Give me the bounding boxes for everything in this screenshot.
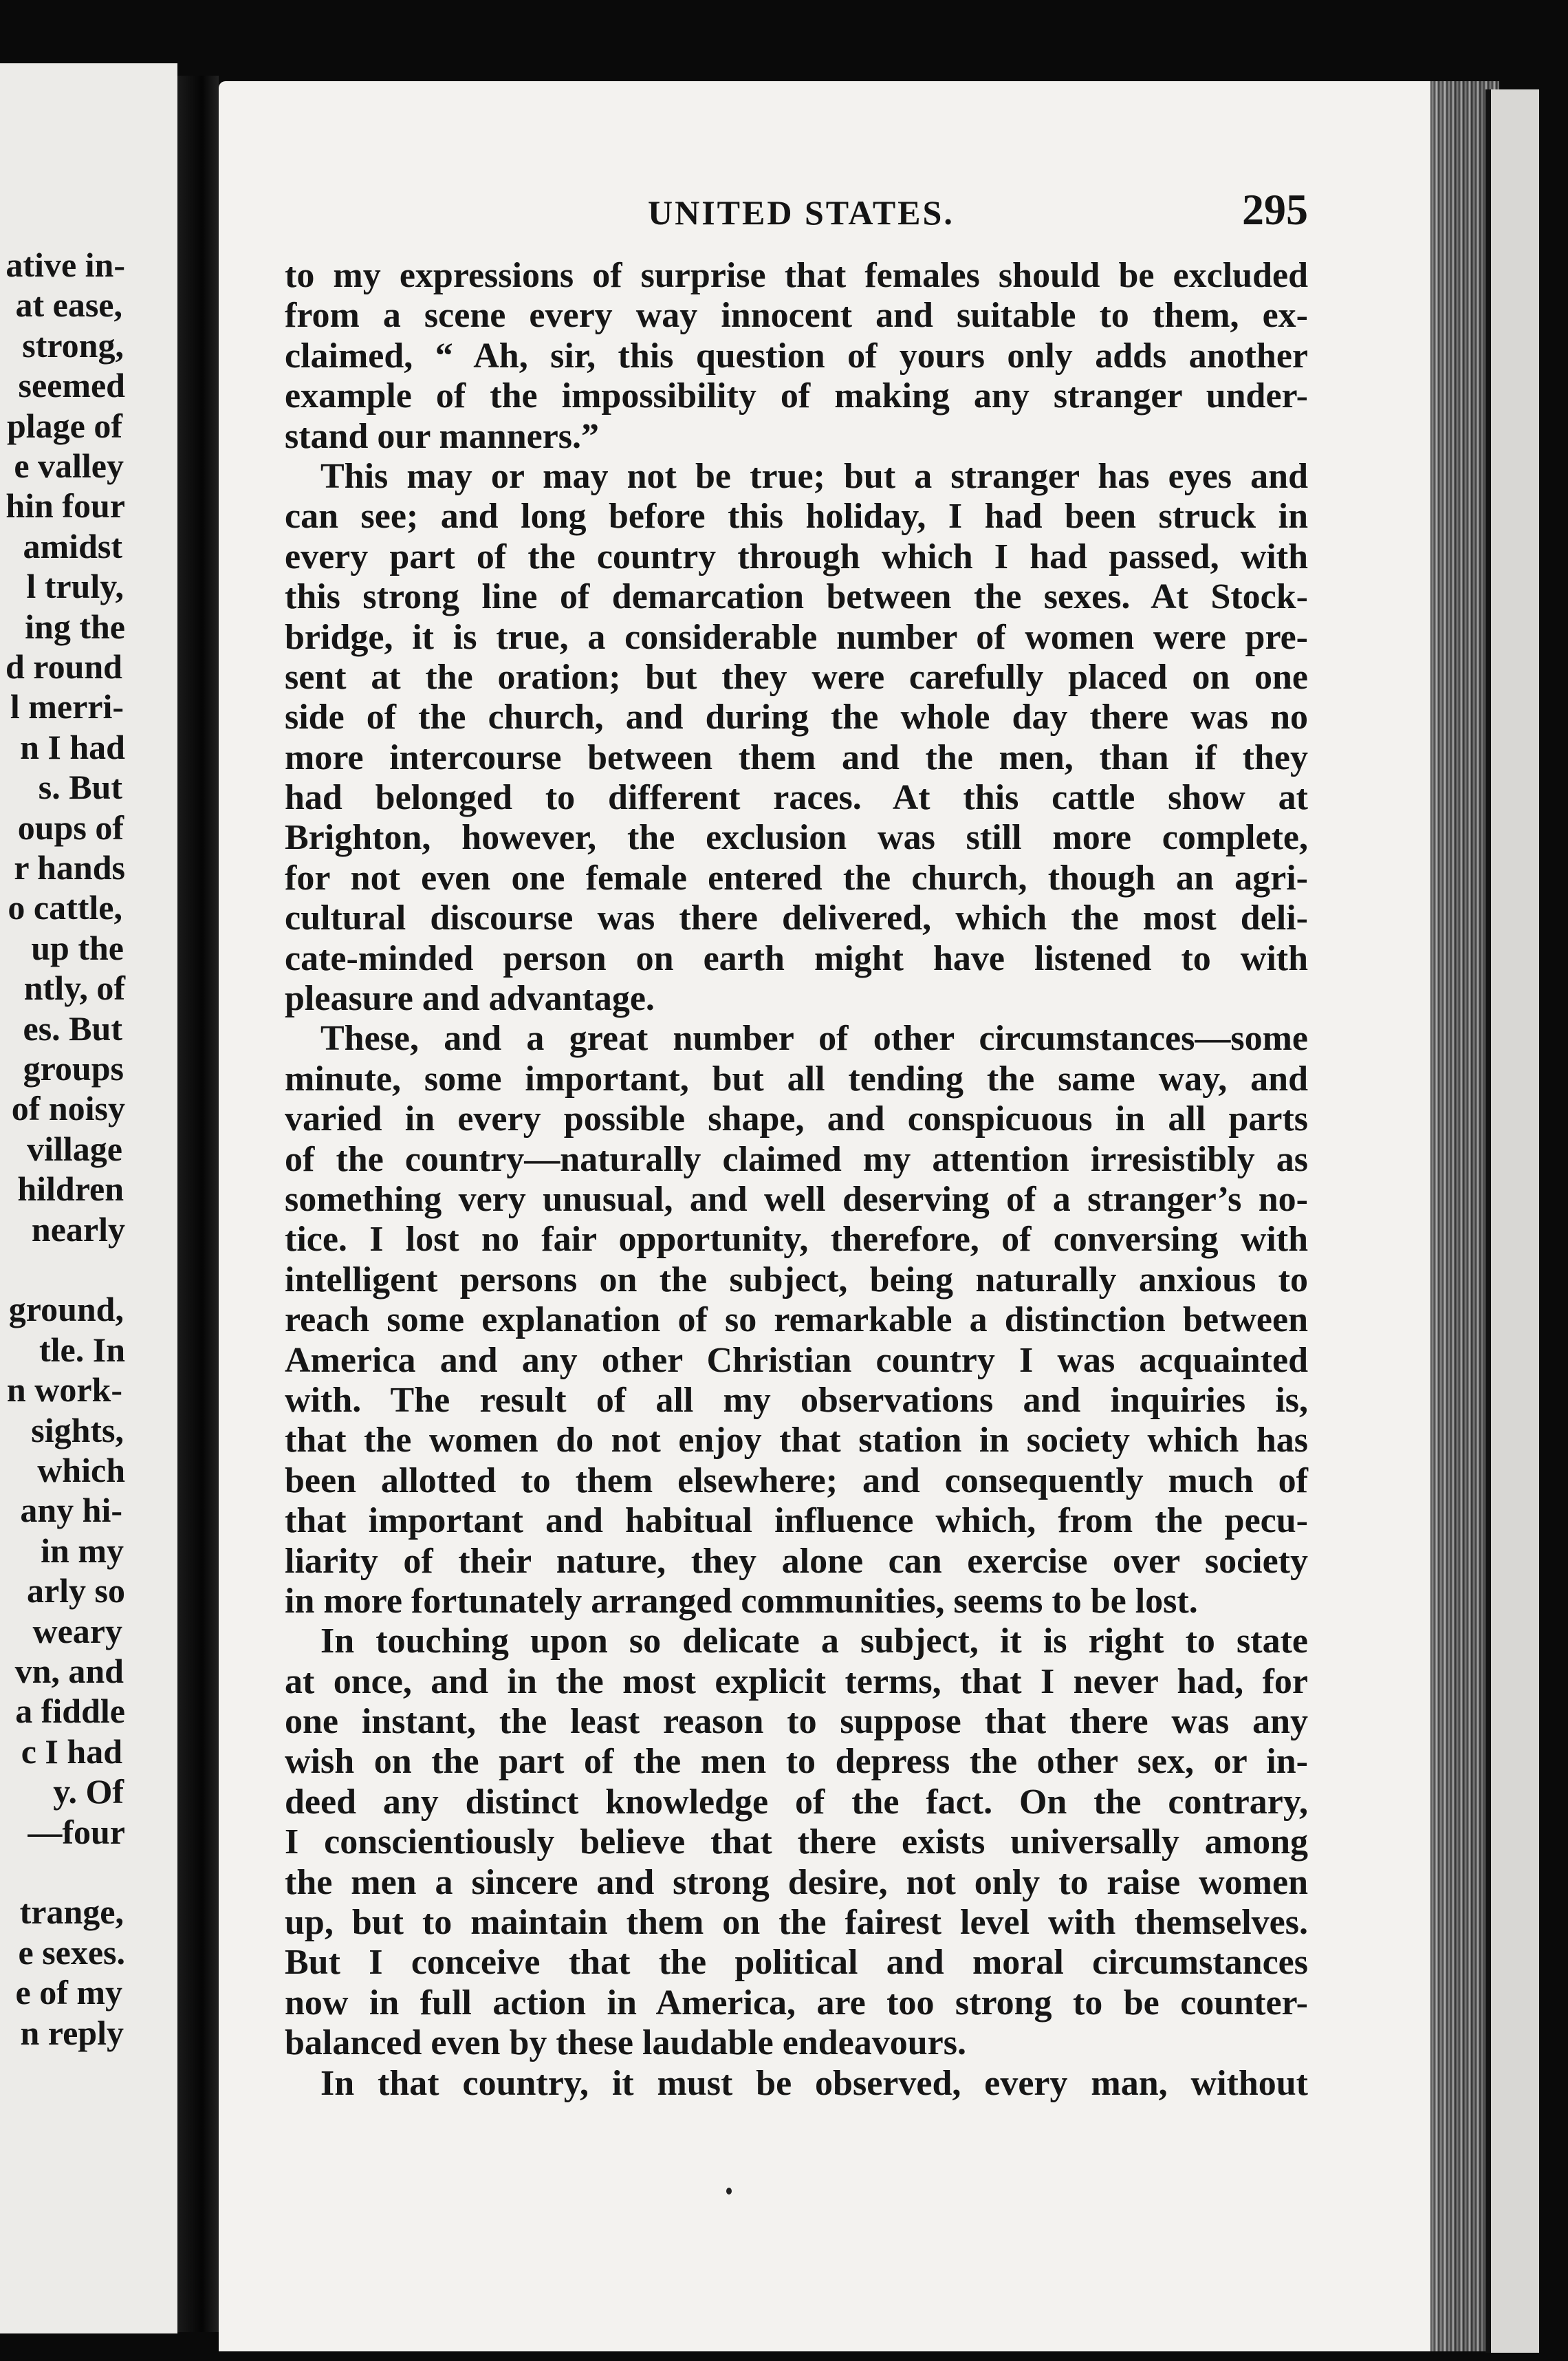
text-line: had belonged to different races. At this cattle show at: [285, 778, 1308, 818]
text-line: tice. I lost no fair opportunity, therefore, of conversing with: [285, 1220, 1308, 1260]
facing-page-line: ground,: [8, 1290, 124, 1329]
facing-page-line: n work-: [6, 1370, 122, 1410]
text-line: In touching upon so delicate a subject, it is right to state: [320, 1621, 1308, 1661]
text-line: that important and habitual influence which, from the pecu-: [285, 1501, 1308, 1541]
facing-page-line: weary: [32, 1611, 122, 1650]
text-line: reach some explanation of so remarkable a distinction between: [285, 1300, 1308, 1340]
facing-page-line: es. But: [23, 1009, 122, 1048]
facing-page-line: hildren: [17, 1169, 124, 1209]
facing-page-line: e of my: [15, 1973, 122, 2012]
facing-page-line: c I had: [21, 1732, 122, 1771]
text-line: cate-minded person on earth might have listened to with: [285, 938, 1308, 978]
text-line: sent at the oration; but they were carefully placed on one: [285, 657, 1308, 697]
text-line: wish on the part of the men to depress the other sex, or in-: [285, 1742, 1308, 1782]
facing-page-line: n reply: [20, 2013, 124, 2052]
page-295: [219, 81, 1450, 2351]
facing-page-line: d round: [5, 647, 122, 686]
text-line: that the women do not enjoy that station in society which has: [285, 1421, 1308, 1460]
facing-page-line: strong,: [22, 325, 124, 365]
facing-page-line: trange,: [19, 1893, 124, 1932]
page-number: 295: [1242, 185, 1308, 234]
text-line: America and any other Christian country I was acquainted: [285, 1340, 1308, 1380]
text-line: at once, and in the most explicit terms, that I never had, for: [285, 1661, 1308, 1701]
facing-page-line: in my: [41, 1531, 124, 1570]
facing-page-line: seemed: [18, 366, 125, 405]
facing-page-line: amidst: [23, 526, 122, 565]
facing-page-line: l truly,: [26, 567, 124, 606]
text-line: deed any distinct knowledge of the fact. On the contrary,: [285, 1782, 1308, 1822]
facing-page-line: ing the: [25, 607, 125, 646]
text-line: cultural discourse was there delivered, which the most deli-: [285, 898, 1308, 938]
text-line: this strong line of demarcation between the sexes. At Stock-: [285, 577, 1308, 617]
text-line: more intercourse between them and the men, than if they: [285, 737, 1308, 777]
facing-page-line: oups of: [17, 808, 124, 847]
facing-page-line: nearly: [31, 1209, 125, 1249]
ink-speck: [726, 2188, 732, 2195]
facing-page-line: tle. In: [39, 1330, 125, 1369]
next-leaf-edge: [1485, 89, 1539, 2353]
facing-page-line: ative in-: [6, 246, 125, 284]
text-line: been allotted to them elsewhere; and consequently much of: [285, 1460, 1308, 1500]
text-line: I conscientiously believe that there exists universally among: [285, 1822, 1308, 1862]
facing-page-line: any hi-: [20, 1491, 122, 1530]
text-line: intelligent persons on the subject, being naturally anxious to: [285, 1260, 1308, 1300]
text-line: These, and a great number of other circumstances—some: [320, 1019, 1308, 1059]
text-line: every part of the country through which I had passed, with: [285, 537, 1308, 576]
facing-page-line: groups: [23, 1049, 124, 1088]
text-line: something very unusual, and well deserving of a stranger’s no-: [285, 1179, 1308, 1219]
text-line: liarity of their nature, they alone can exercise over society: [285, 1541, 1308, 1581]
text-line: Brighton, however, the exclusion was still more complete,: [285, 818, 1308, 858]
text-line: But I conceive that the political and moral circumstances: [285, 1943, 1308, 1983]
facing-page-line: e valley: [14, 446, 124, 485]
facing-page-line: plage of: [6, 406, 122, 445]
facing-page-line: hin four: [6, 486, 125, 526]
facing-page-line: s. But: [38, 768, 122, 807]
text-line: pleasure and advantage.: [285, 979, 655, 1019]
facing-page-line: vn, and: [14, 1652, 124, 1690]
facing-page-line: which: [37, 1451, 125, 1489]
text-line: side of the church, and during the whole day there was no: [285, 698, 1308, 737]
facing-page-left: [0, 63, 177, 2333]
facing-page-line: e sexes.: [18, 1932, 125, 1972]
facing-page-line: a fiddle: [15, 1692, 125, 1731]
text-line: bridge, it is true, a considerable number of women were pre-: [285, 617, 1308, 657]
facing-page-line: at ease,: [15, 285, 122, 325]
text-line: the men a sincere and strong desire, not only to raise women: [285, 1862, 1308, 1902]
text-line: from a scene every way innocent and suitable to them, ex-: [285, 296, 1308, 336]
text-line: now in full action in America, are too strong to be counter-: [285, 1983, 1308, 2023]
text-line: varied in every possible shape, and conspicuous in all parts: [285, 1099, 1308, 1139]
facing-page-line: sights,: [31, 1410, 124, 1449]
facing-page-line: —four: [28, 1812, 125, 1851]
facing-page-line: arly so: [26, 1571, 125, 1610]
text-line: up, but to maintain them on the fairest level with themselves.: [285, 1903, 1308, 1943]
facing-page-line: ntly, of: [23, 969, 125, 1008]
facing-page-line: of noisy: [11, 1089, 125, 1128]
text-line: with. The result of all my observations and inquiries is,: [285, 1380, 1308, 1420]
text-line: stand our manners.”: [285, 416, 600, 456]
book-gutter: [177, 76, 219, 2332]
facing-page-line: o cattle,: [8, 888, 122, 927]
text-line: This may or may not be true; but a stranger has eyes and: [320, 456, 1308, 496]
facing-page-line: n I had: [20, 727, 125, 766]
text-line: In that country, it must be observed, every man, without: [320, 2063, 1308, 2103]
text-line: claimed, “ Ah, sir, this question of yours only adds another: [285, 336, 1308, 376]
text-line: example of the impossibility of making any stranger under-: [285, 376, 1308, 416]
facing-page-line: up the: [31, 928, 124, 967]
text-line: of the country—naturally claimed my attention irresistibly as: [285, 1139, 1308, 1179]
facing-page-line: l merri-: [10, 687, 124, 726]
text-line: in more fortunately arranged communities, seems to be lost.: [285, 1581, 1198, 1621]
text-line: can see; and long before this holiday, I had been struck in: [285, 497, 1308, 537]
text-line: to my expressions of surprise that females should be excluded: [285, 256, 1308, 295]
text-line: one instant, the least reason to suppose that there was any: [285, 1702, 1308, 1742]
body-text: [285, 256, 1308, 2104]
text-line: minute, some important, but all tending the same way, and: [285, 1059, 1308, 1099]
page-header: [219, 184, 1450, 239]
facing-page-line: r hands: [14, 848, 125, 887]
running-head: UNITED STATES.: [648, 193, 955, 232]
text-line: balanced even by these laudable endeavours.: [285, 2023, 966, 2063]
text-line: for not even one female entered the church, though an agri-: [285, 858, 1308, 898]
facing-page-line: village: [27, 1129, 122, 1168]
facing-page-line: y. Of: [53, 1772, 124, 1811]
